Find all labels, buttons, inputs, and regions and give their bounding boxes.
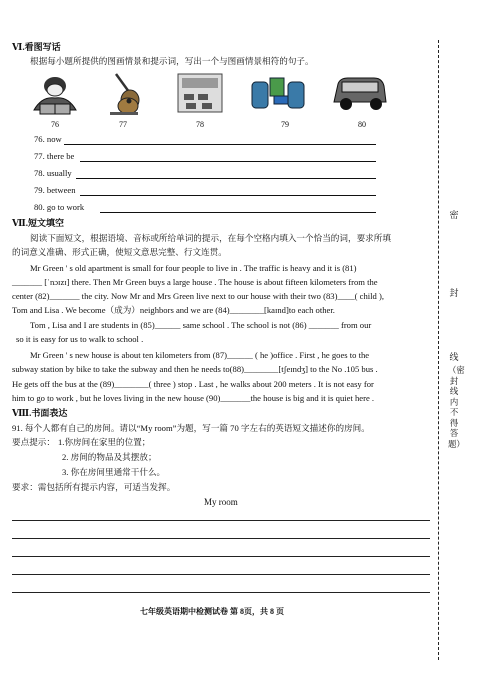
picture-label-79: 79 xyxy=(281,120,289,129)
seal-line xyxy=(438,40,439,660)
item-77: 77. there be xyxy=(34,151,75,161)
classroom-picture xyxy=(176,72,224,114)
student-reading-picture xyxy=(28,70,82,116)
writing-line[interactable] xyxy=(12,538,430,539)
picture-label-76: 76 xyxy=(51,120,59,129)
page-footer: 七年级英语期中检测试卷 第 8页，共 8 页 xyxy=(140,607,284,616)
passage-line-4: Tom and Lisa . We become（成为）neighbors and we are (84)________[kaɪnd]to each other. xyxy=(12,305,335,315)
guitar-picture xyxy=(106,68,142,116)
section8-prompt: 91. 每个人都有自己的房间。请以“My room”为题，写一篇 70 字左右的英语短文描述你的房间。 xyxy=(12,423,370,433)
picture-label-77: 77 xyxy=(119,120,127,129)
item-76: 76. now xyxy=(34,134,62,144)
answer-line-77[interactable] xyxy=(80,161,376,162)
hint-3: 3. 你在房间里通常干什么。 xyxy=(62,467,166,477)
passage-line-10: him to go to work , but he loves living in the new house (90)_______the house is big and it is quiet here . xyxy=(12,393,375,403)
writing-line[interactable] xyxy=(12,520,430,521)
picture-label-78: 78 xyxy=(196,120,204,129)
seal-char-xian: 线 xyxy=(449,352,459,362)
answer-line-80[interactable] xyxy=(100,212,376,213)
hint-1: 1.你房间在家里的位置； xyxy=(58,437,151,447)
section7-instruction-line2: 的词意义准确、形式正确，使短文意思完整、行文连贯。 xyxy=(12,247,227,257)
passage-line-6: so it is easy for us to walk to school . xyxy=(16,334,144,344)
section6-heading: Ⅵ.看图写话 xyxy=(12,42,61,52)
requirement: 要求：需包括所有提示内容，可适当发挥。 xyxy=(12,482,176,492)
section8-heading: Ⅷ.书面表达 xyxy=(12,408,68,418)
seal-note: （密封线内不得答题） xyxy=(448,366,465,449)
picture-label-80: 80 xyxy=(358,120,366,129)
passage-line-1: Mr Green ' s old apartment is small for four people to live in . The traffic is heavy and it is (81) xyxy=(30,263,357,273)
answer-line-79[interactable] xyxy=(80,195,376,196)
car-picture xyxy=(330,72,388,114)
writing-line[interactable] xyxy=(12,592,430,593)
passage-line-7: Mr Green ' s new house is about ten kilometers from (87)______ ( he )office . First , he goes to the xyxy=(30,350,370,360)
item-78: 78. usually xyxy=(34,168,72,178)
passage-line-5: Tom , Lisa and I are students in (85)______ same school . The school is not (86) _______ from our xyxy=(30,320,372,330)
writing-line[interactable] xyxy=(12,574,430,575)
answer-line-76[interactable] xyxy=(64,144,376,145)
essay-title: My room xyxy=(204,497,238,507)
item-80: 80. go to work xyxy=(34,202,85,212)
schoolbags-picture xyxy=(250,72,306,114)
seal-char-feng: 封 xyxy=(449,288,459,298)
passage-line-9: He gets off the bus at the (89)________( three ) stop . Last , he walks about 200 meters . It is not easy for xyxy=(12,379,374,389)
section7-instruction-line1: 阅读下面短文，根据语境、音标或所给单词的提示，在每个空格内填入一个恰当的词，要求所填 xyxy=(30,233,391,243)
section7-heading: Ⅶ.短文填空 xyxy=(12,218,64,228)
answer-line-78[interactable] xyxy=(76,178,376,179)
section6-instruction: 根据每小题所提供的图画情景和提示词，写出一个与图画情景相符的句子。 xyxy=(30,56,314,66)
passage-line-3: center (82)_______ the city. Now Mr and Mrs Green live next to our house with their two (83)____( child ), xyxy=(12,291,384,301)
hint-label: 要点提示： xyxy=(12,437,55,447)
writing-line[interactable] xyxy=(12,556,430,557)
hint-2: 2. 房间的物品及其摆放； xyxy=(62,452,157,462)
seal-char-mi: 密 xyxy=(449,210,459,220)
item-79: 79. between xyxy=(34,185,76,195)
passage-line-8: subway station by bike to take the subway and then he needs to(88)________[tʃeɪndʒ] to the No .105 bus . xyxy=(12,364,378,374)
passage-line-2: _______ [ˈnɔɪzɪ] there. Then Mr Green buys a large house . The house is about fifteen kilometers from the xyxy=(12,277,378,287)
